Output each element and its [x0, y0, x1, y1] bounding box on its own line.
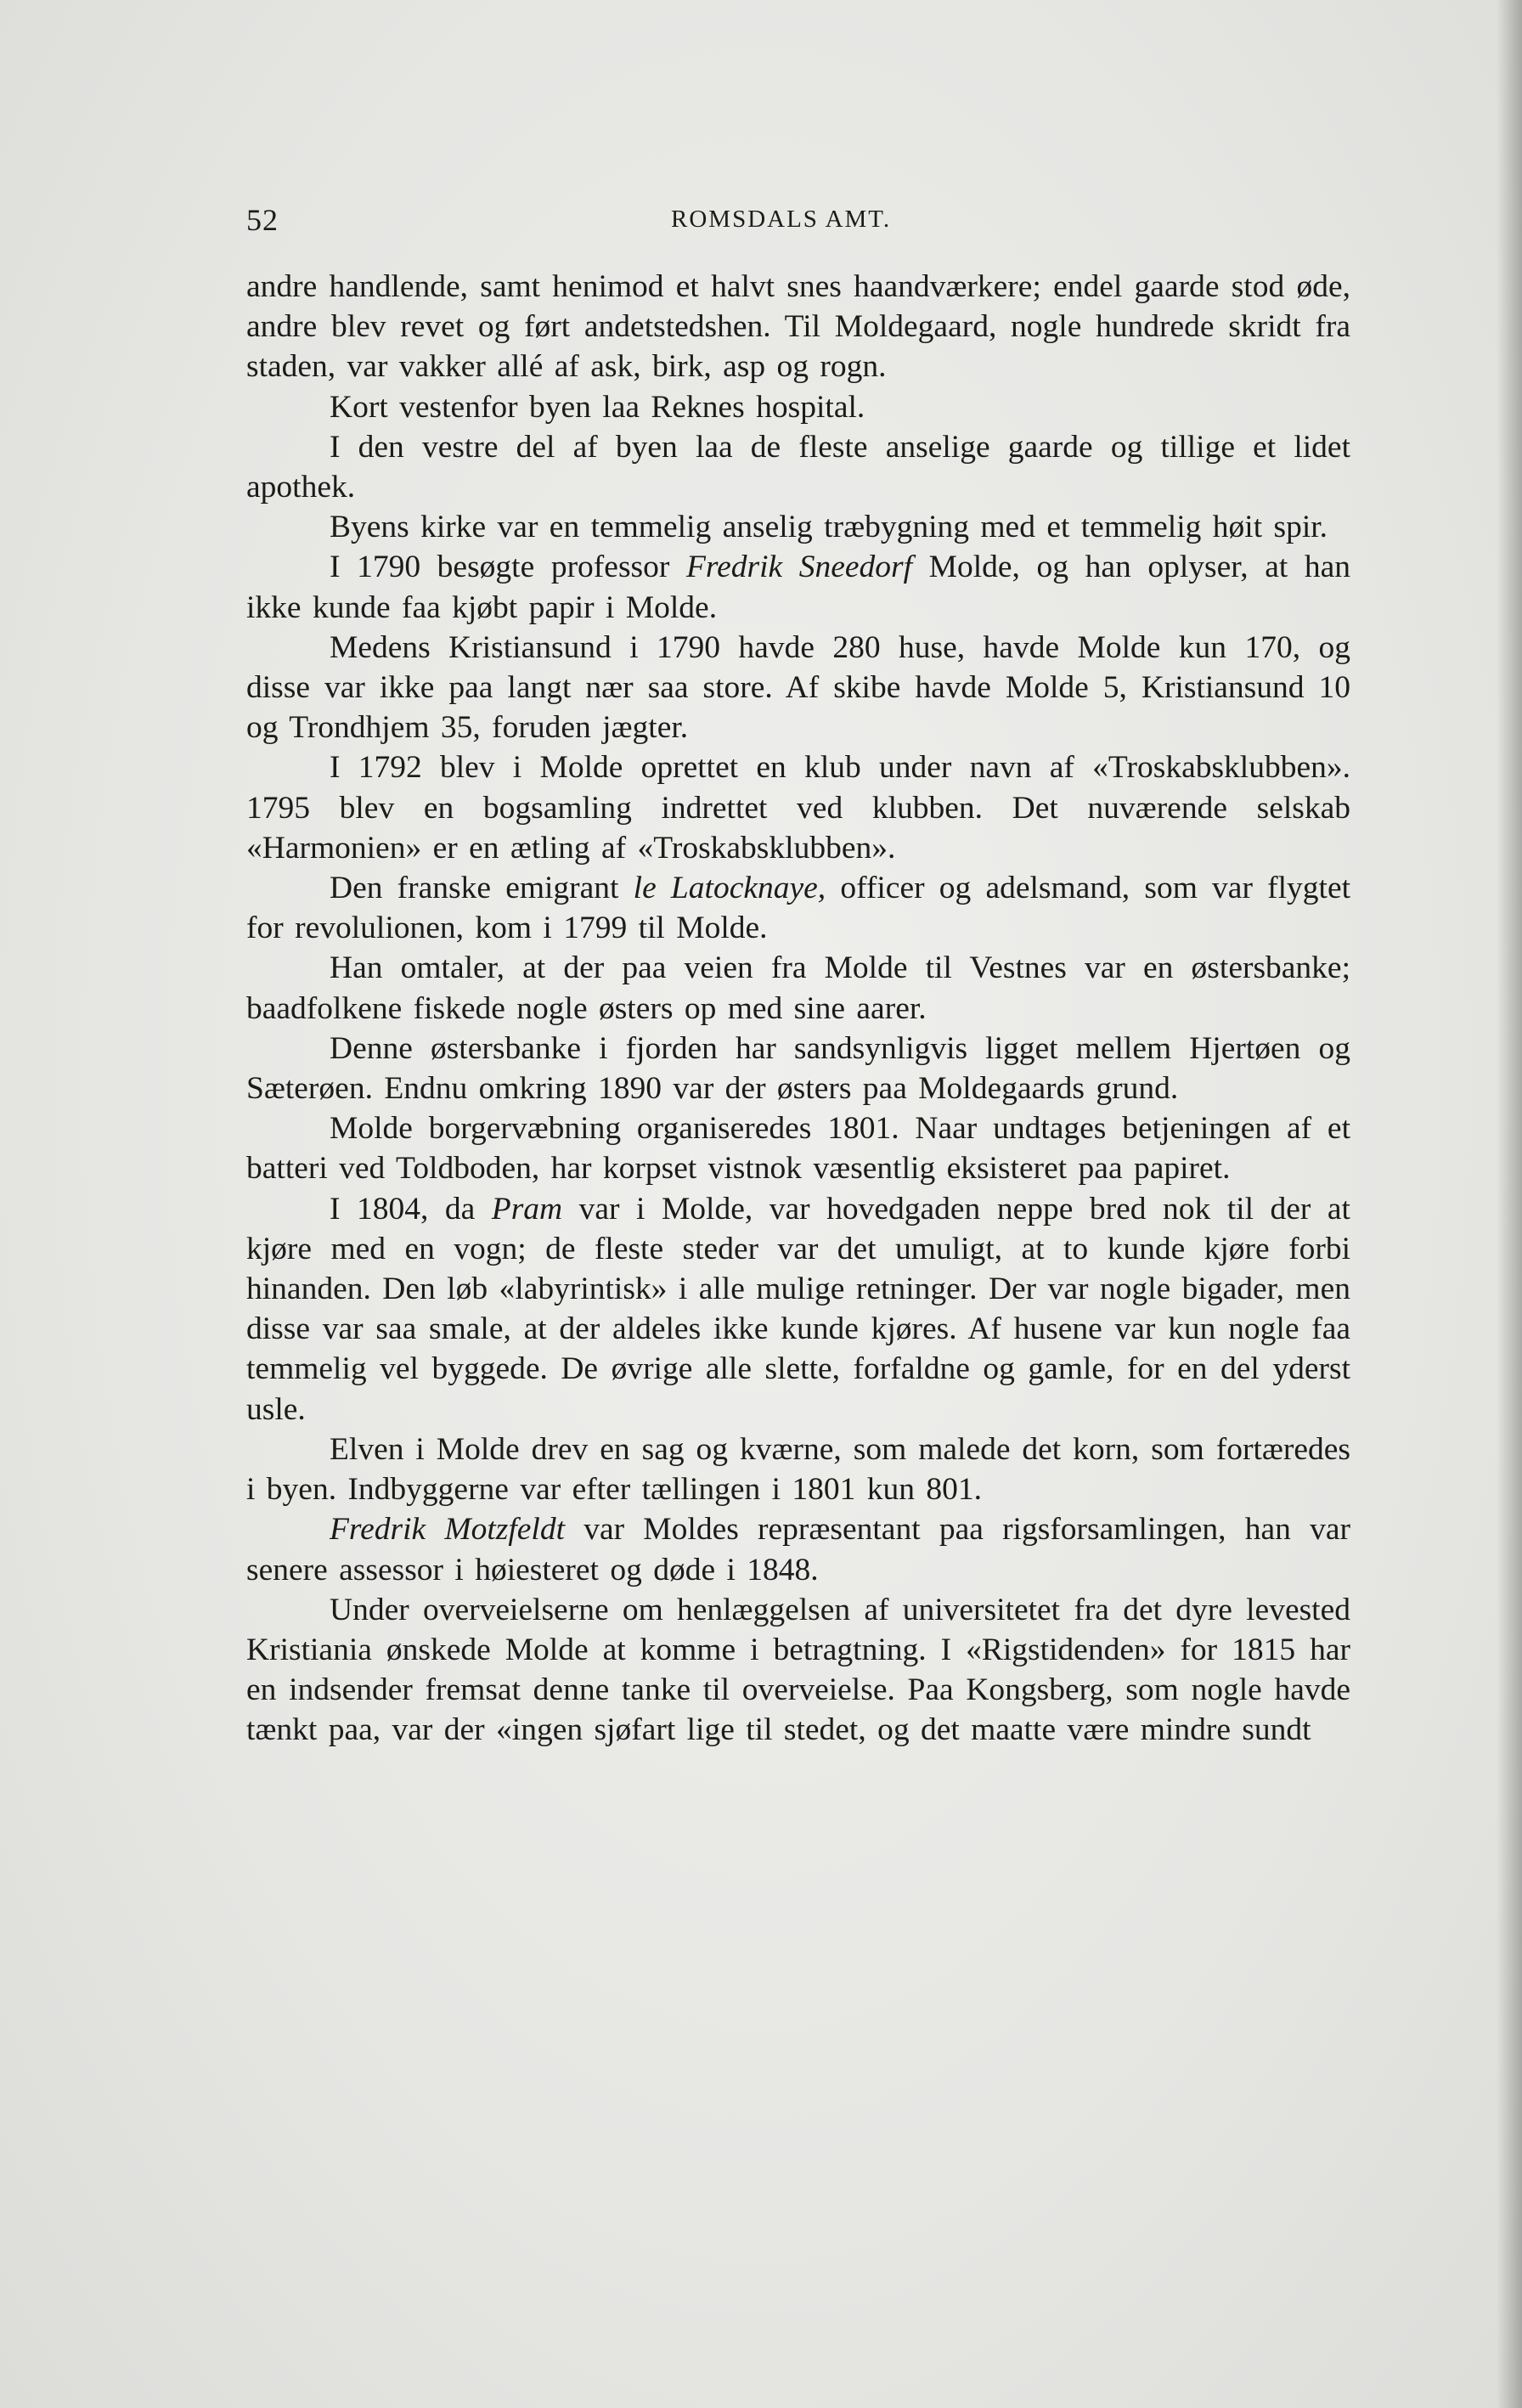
text-block	[246, 194, 1350, 1751]
paragraph-text: I 1790 besøgte professor	[330, 550, 686, 585]
body-text	[246, 267, 1350, 1751]
paragraph	[246, 1590, 1350, 1751]
paragraph-text: Byens kirke var en temmelig anselig træbygning med et temmelig høit spir.	[330, 510, 1328, 545]
page-header	[246, 194, 1350, 246]
paragraph	[246, 1029, 1350, 1108]
page-edge-shadow	[1497, 0, 1522, 2408]
paragraph-text: I 1804, da	[330, 1191, 492, 1227]
paragraph-text: Kort vestenfor byen laa Reknes hospital.	[330, 389, 865, 425]
paragraph	[246, 1108, 1350, 1188]
italic-text: le Latocknaye,	[633, 871, 826, 906]
paragraph	[246, 267, 1350, 387]
paragraph-text: Denne østersbanke i fjorden har sandsynligvis ligget mellem Hjertøen og Sæterøen. Endnu omkring 1890 var der østers paa Moldegaards grund.	[246, 1030, 1350, 1107]
paragraph	[246, 1430, 1350, 1509]
paragraph-text: I 1792 blev i Molde oprettet en klub under navn af «Troskabsklubben». 1795 blev en bogsamling indrettet ved klubben. Det nuværende selskab «Harmonien» er en ætling af «Troskabsklubben».	[246, 750, 1350, 866]
paragraph-text: officer og adelsmand, som var flygtet for revolulionen, kom i 1799 til Molde.	[246, 871, 1351, 946]
paragraph-text: Den franske emigrant	[330, 871, 634, 906]
paragraph	[246, 427, 1350, 507]
paragraph-text: andre handlende, samt henimod et halvt snes haandværkere; endel gaarde stod øde, andre blev revet og ført andetstedshen. Til Moldegaard, nogle hundrede skridt fra staden, var vakker allé af ask, birk, asp og rogn.	[246, 269, 1350, 385]
paragraph-text: Molde, og han oplyser, at han ikke kunde faa kjøbt papir i Molde.	[246, 550, 1350, 625]
paragraph-text: Elven i Molde drev en sag og kværne, som malede det korn, som fortæredes i byen. Indbyggerne var efter tællingen i 1801 kun 801.	[246, 1431, 1350, 1508]
paragraph-text: Under overveielserne om henlæggelsen af universitetet fra det dyre levested Kristiania ønskede Molde at komme i betragtning. I «Rigstidenden» for 1815 har en indsender fremsat denne tanke til overveielse. Paa Kongsberg, som nogle havde tænkt paa, var der «ingen sjøfart lige til stedet, og det maatte være mindre sundt	[246, 1592, 1350, 1748]
paragraph	[246, 747, 1350, 868]
italic-text: Fredrik Motzfeldt	[330, 1512, 566, 1548]
paragraph	[246, 628, 1350, 748]
paragraph-text: I den vestre del af byen laa de fleste anselige gaarde og tillige et lidet apothek.	[246, 429, 1350, 505]
paragraph	[246, 1189, 1350, 1430]
paragraph	[246, 507, 1350, 547]
running-head: ROMSDALS AMT.	[671, 206, 892, 233]
paragraph-text: Molde borgervæbning organiseredes 1801. Naar undtages betjeningen af et batteri ved Toldboden, har korpset vistnok væsentlig eksisteret paa papiret.	[246, 1111, 1350, 1187]
italic-text: Fredrik Sneedorf	[685, 550, 913, 585]
paragraph	[246, 948, 1350, 1028]
paragraph-text: Medens Kristiansund i 1790 havde 280 huse, havde Molde kun 170, og disse var ikke paa langt nær saa store. Af skibe havde Molde 5, Kristiansund 10 og Trondhjem 35, foruden jægter.	[246, 629, 1350, 746]
page-number: 52	[246, 203, 279, 237]
paragraph	[246, 547, 1350, 627]
paragraph-text: var Moldes repræsentant paa rigsforsamlingen, han var senere assessor i høiesteret og døde i 1848.	[246, 1512, 1350, 1587]
paragraph	[246, 387, 1350, 427]
paragraph-text: var i Molde, var hovedgaden neppe bred nok til der at kjøre med en vogn; de fleste steder var det umuligt, at to kunde kjøre forbi hinanden. Den løb «labyrintisk» i alle mulige retninger. Der var nogle bigader, men disse var saa smale, at der aldeles ikke kunde kjøres. Af husene var kun nogle faa temmelig vel byggede. De øvrige alle slette, forfaldne og gamle, for en del yderst usle.	[246, 1191, 1350, 1427]
italic-text: Pram	[491, 1191, 563, 1227]
paragraph	[246, 1509, 1350, 1589]
paragraph	[246, 868, 1350, 948]
paragraph-text: Han omtaler, at der paa veien fra Molde til Vestnes var en østersbanke; baadfolkene fiskede nogle østers op med sine aarer.	[246, 950, 1350, 1026]
